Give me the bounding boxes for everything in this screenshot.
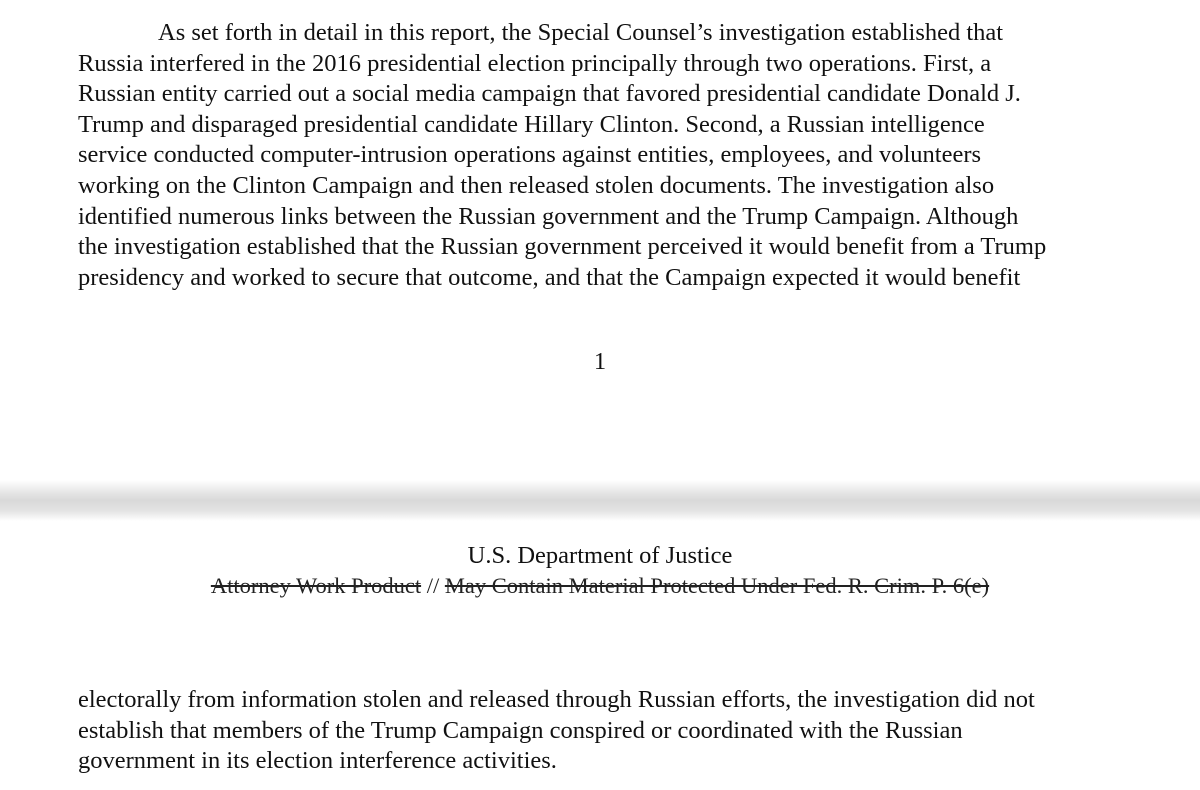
- department-header: U.S. Department of Justice: [467, 542, 733, 569]
- struck-marking-grand-jury: May Contain Material Protected Under Fed. R. Crim. P. 6(e): [444, 573, 990, 598]
- paragraph-line: Trump and disparaged presidential candidate Hillary Clinton. Second, a Russian intelligence: [78, 110, 985, 138]
- paragraph-line: Russian entity carried out a social media campaign that favored presidential candidate Donald J.: [78, 80, 1021, 108]
- paragraph-line: presidency and worked to secure that outcome, and that the Campaign expected it would benefit: [78, 263, 1021, 291]
- classification-marking: [0, 573, 1200, 599]
- marking-separator: //: [421, 573, 445, 598]
- page-number: 1: [593, 348, 607, 375]
- struck-marking-attorney-work-product: Attorney Work Product: [210, 573, 422, 598]
- page-separator: [0, 480, 1200, 521]
- paragraph-line: government in its election interference activities.: [78, 747, 557, 775]
- paragraph-line: service conducted computer-intrusion operations against entities, employees, and volunteers: [78, 141, 982, 169]
- paragraph-line: Russia interfered in the 2016 presidential election principally through two operations. First, a: [78, 49, 992, 77]
- paragraph-line: identified numerous links between the Russian government and the Trump Campaign. Although: [78, 202, 1019, 230]
- body-paragraph: [78, 18, 1122, 293]
- paragraph-line: working on the Clinton Campaign and then released stolen documents. The investigation also: [78, 171, 995, 199]
- paragraph-line: electorally from information stolen and released through Russian efforts, the investigation did not: [78, 686, 1035, 713]
- body-paragraph: [78, 685, 1122, 777]
- paragraph-line: establish that members of the Trump Campaign conspired or coordinated with the Russian: [78, 716, 963, 744]
- paragraph-line: As set forth in detail in this report, the Special Counsel’s investigation established that: [158, 19, 1004, 46]
- document-page-2: [0, 521, 1200, 790]
- paragraph-line: the investigation established that the Russian government perceived it would benefit from a Trump: [78, 233, 1047, 261]
